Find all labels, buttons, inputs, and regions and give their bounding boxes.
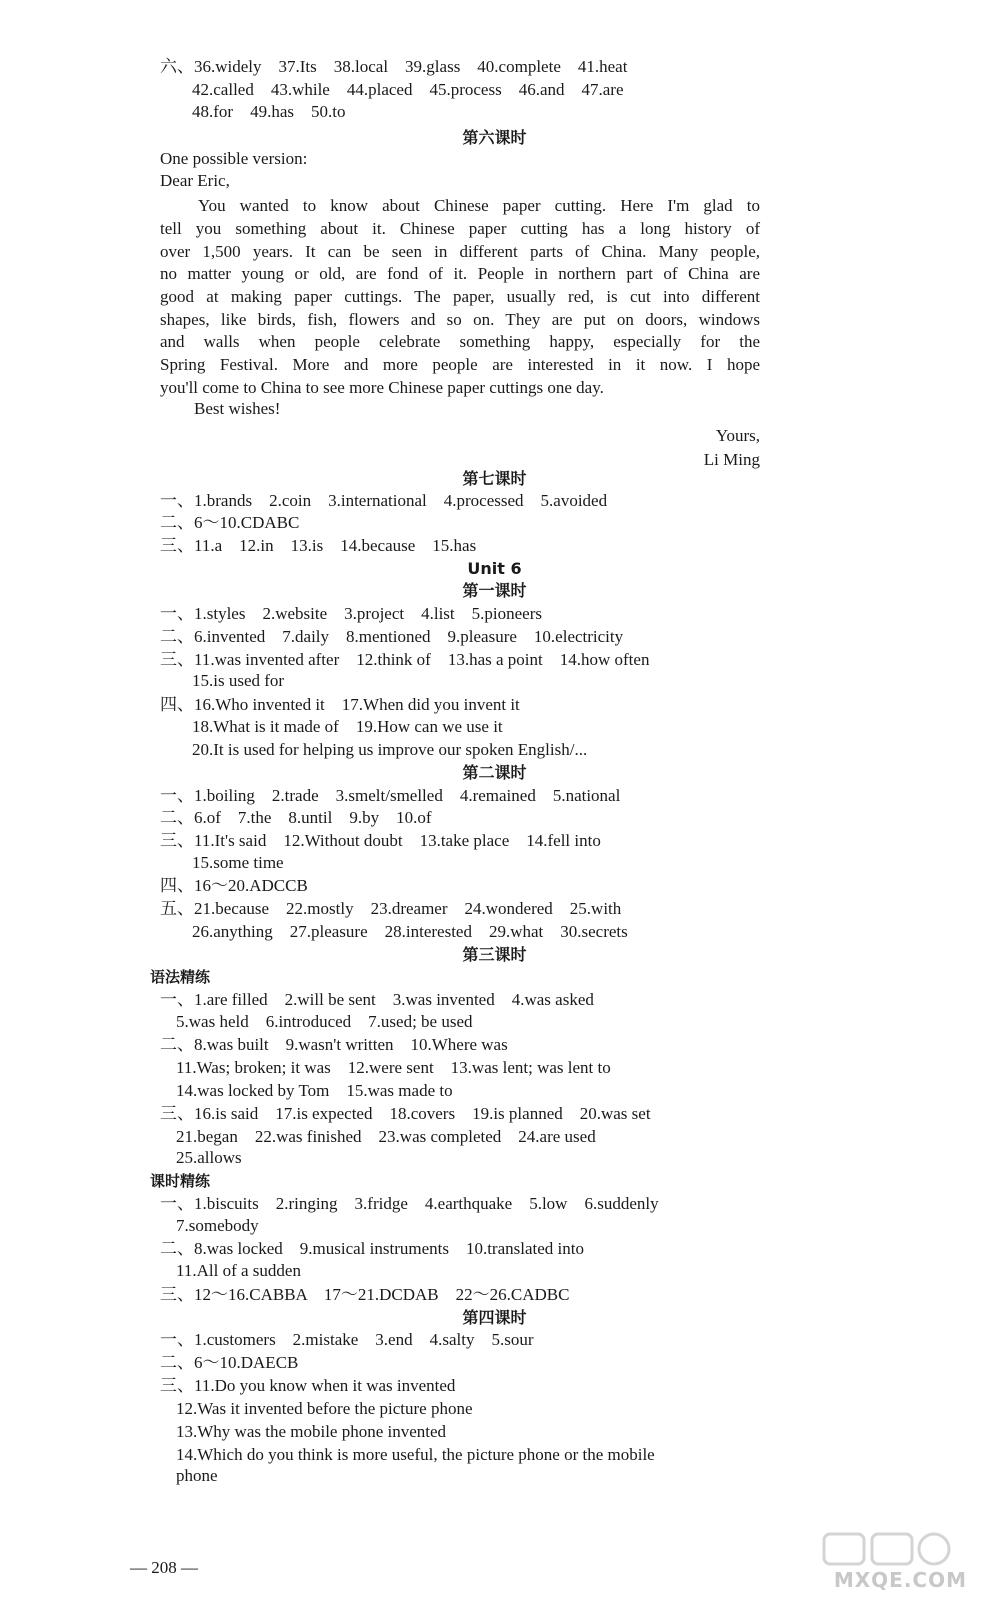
- answer-line: 二、6.invented 7.daily 8.mentioned 9.pleasure 10.electricity: [160, 627, 624, 646]
- letter-sign-yours: Yours,: [715, 426, 760, 445]
- answer-line: 四、16～20.ADCCB: [160, 876, 308, 895]
- letter-line: Spring Festival. More and more people are interested in it now. I hope: [160, 355, 760, 374]
- answer-line: 一、1.boiling 2.trade 3.smelt/smelled 4.remained 5.national: [160, 786, 621, 805]
- subsection-heading: 语法精练: [150, 968, 211, 986]
- section-heading: 第七课时: [462, 469, 527, 488]
- answer-line: 三、11.was invented after 12.think of 13.has a point 14.how often: [160, 650, 650, 669]
- answer-line: 14.Which do you think is more useful, the picture phone or the mobile: [176, 1445, 655, 1464]
- answer-line: 四、16.Who invented it 17.When did you invent it: [160, 695, 520, 714]
- answer-line: 三、11.a 12.in 13.is 14.because 15.has: [160, 536, 477, 555]
- letter-sign-name: Li Ming: [703, 450, 760, 469]
- letter-closing: Best wishes!: [194, 399, 281, 418]
- answer-line: 11.All of a sudden: [176, 1261, 301, 1280]
- answer-line: 一、1.are filled 2.will be sent 3.was invented 4.was asked: [160, 990, 594, 1009]
- letter-line: no matter young or old, are fond of it. People in northern part of China are: [160, 264, 760, 283]
- answer-line: phone: [176, 1466, 218, 1485]
- answer-line: 18.What is it made of 19.How can we use it: [192, 717, 503, 736]
- answer-line: 7.somebody: [176, 1216, 259, 1235]
- subsection-heading: 课时精练: [150, 1172, 211, 1190]
- answer-line: 25.allows: [176, 1148, 242, 1167]
- section-heading: 第二课时: [462, 763, 527, 782]
- letter-line: You wanted to know about Chinese paper cutting. Here I'm glad to: [198, 196, 760, 215]
- answer-line: 15.is used for: [192, 671, 285, 690]
- answer-line: 14.was locked by Tom 15.was made to: [176, 1081, 453, 1100]
- letter-line: over 1,500 years. It can be seen in different parts of China. Many people,: [160, 242, 760, 261]
- answer-line: 三、16.is said 17.is expected 18.covers 19.is planned 20.was set: [160, 1104, 651, 1123]
- unit-title: Unit 6: [467, 559, 522, 578]
- answer-line: 三、11.Do you know when it was invented: [160, 1376, 456, 1395]
- answer-line: 五、21.because 22.mostly 23.dreamer 24.wondered 25.with: [160, 899, 622, 918]
- letter-line: you'll come to China to see more Chinese paper cuttings one day.: [160, 378, 604, 397]
- answer-line: 一、1.biscuits 2.ringing 3.fridge 4.earthquake 5.low 6.suddenly: [160, 1194, 659, 1213]
- answer-line: 42.called 43.while 44.placed 45.process 46.and 47.are: [192, 80, 624, 99]
- answer-line: 48.for 49.has 50.to: [192, 102, 346, 121]
- answer-line: 二、6.of 7.the 8.until 9.by 10.of: [160, 808, 432, 827]
- letter-line: good at making paper cuttings. The paper, usually red, is cut into different: [160, 287, 760, 306]
- watermark-text: MXQE.COM: [833, 1568, 967, 1592]
- answer-line: 一、1.brands 2.coin 3.international 4.processed 5.avoided: [160, 491, 608, 510]
- answer-line: 13.Why was the mobile phone invented: [176, 1422, 447, 1441]
- letter-greeting: Dear Eric,: [160, 171, 230, 190]
- answer-line: 一、1.customers 2.mistake 3.end 4.salty 5.sour: [160, 1330, 534, 1349]
- answer-line: 12.Was it invented before the picture phone: [176, 1399, 473, 1418]
- answer-line: 二、8.was locked 9.musical instruments 10.translated into: [160, 1239, 584, 1258]
- answer-line: 六、36.widely 37.Its 38.local 39.glass 40.complete 41.heat: [160, 57, 628, 76]
- letter-line: shapes, like birds, fish, flowers and so on. They are put on doors, windows: [160, 310, 760, 329]
- answer-line: 20.It is used for helping us improve our spoken English/...: [192, 740, 588, 759]
- section-heading: 第六课时: [462, 128, 527, 147]
- page-number: — 208 —: [130, 1558, 198, 1577]
- section-heading: 第一课时: [462, 581, 527, 600]
- answer-line: 一、1.styles 2.website 3.project 4.list 5.pioneers: [160, 604, 542, 623]
- answer-line: 三、11.It's said 12.Without doubt 13.take place 14.fell into: [160, 831, 601, 850]
- answer-line: 二、8.was built 9.wasn't written 10.Where was: [160, 1035, 508, 1054]
- answer-line: 5.was held 6.introduced 7.used; be used: [176, 1012, 473, 1031]
- answer-line: 26.anything 27.pleasure 28.interested 29.what 30.secrets: [192, 922, 628, 941]
- watermark-logo: [764, 1530, 979, 1596]
- answer-line: 15.some time: [192, 853, 284, 872]
- section-heading: 第四课时: [462, 1308, 527, 1327]
- answer-line: 11.Was; broken; it was 12.were sent 13.was lent; was lent to: [176, 1058, 611, 1077]
- section-heading: 第三课时: [462, 945, 527, 964]
- answer-line: 三、12～16.CABBA 17～21.DCDAB 22～26.CADBC: [160, 1285, 570, 1304]
- letter-line: and walls when people celebrate something happy, especially for the: [160, 332, 760, 351]
- answer-line: 二、6～10.DAECB: [160, 1353, 299, 1372]
- essay-intro: One possible version:: [160, 149, 308, 168]
- letter-line: tell you something about it. Chinese paper cutting has a long history of: [160, 219, 760, 238]
- answer-line: 21.began 22.was finished 23.was completed 24.are used: [176, 1127, 596, 1146]
- answer-line: 二、6～10.CDABC: [160, 513, 300, 532]
